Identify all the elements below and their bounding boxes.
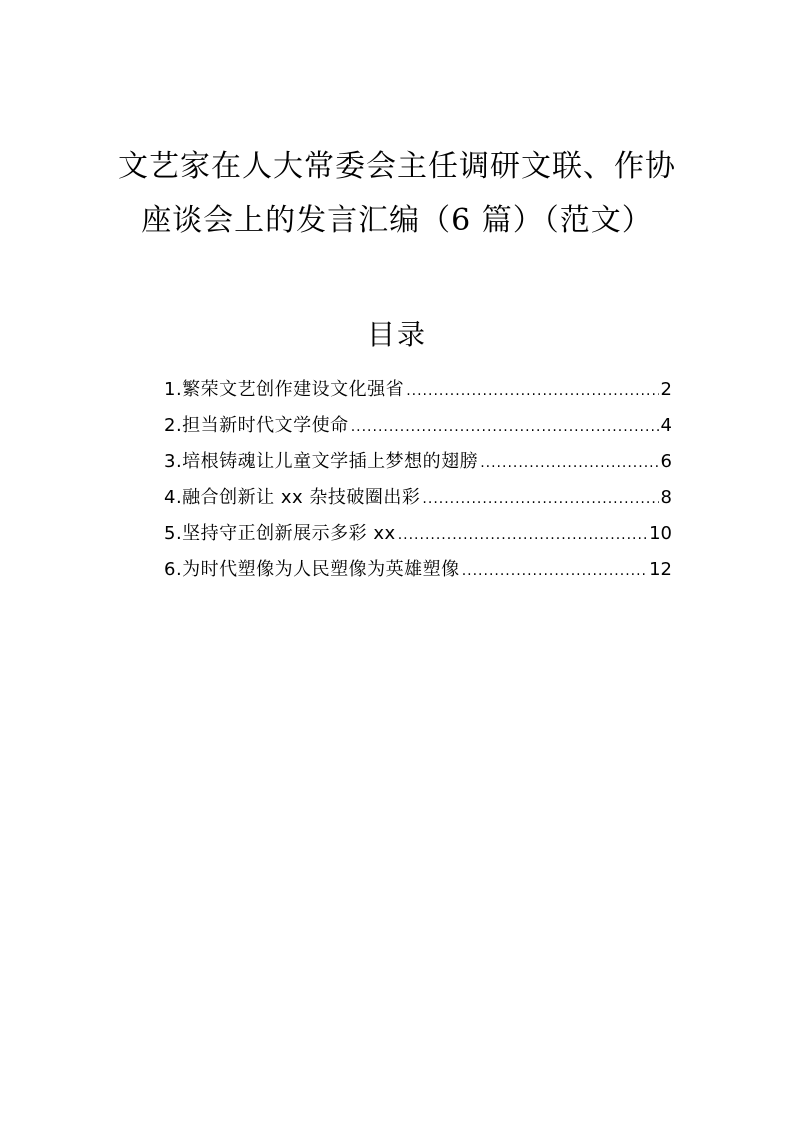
- toc-entry-page-number: 10: [649, 523, 672, 544]
- toc-dot-leader: [351, 413, 659, 441]
- toc-dot-leader: [398, 521, 647, 549]
- toc-dot-leader: [480, 449, 658, 477]
- toc-entry-label: 4.融合创新让 xx 杂技破圈出彩: [164, 487, 421, 508]
- document-title-line-2: 座谈会上的发言汇编（6 篇）（范文）: [141, 203, 653, 238]
- toc-entry-label: 1.繁荣文艺创作建设文化强省: [164, 379, 405, 400]
- table-of-contents: [164, 376, 672, 592]
- toc-dot-leader: [422, 485, 658, 513]
- toc-entry-page-number: 8: [660, 487, 672, 508]
- toc-entry[interactable]: [164, 520, 672, 556]
- toc-dot-leader: [462, 557, 647, 585]
- toc-entry-page-number: 12: [649, 559, 672, 580]
- toc-heading: 目录: [366, 318, 427, 351]
- toc-entry-label: 6.为时代塑像为人民塑像为英雄塑像: [164, 559, 460, 580]
- toc-entry[interactable]: [164, 448, 672, 484]
- document-title-line-1: 文艺家在人大常委会主任调研文联、作协: [118, 149, 676, 184]
- toc-entry[interactable]: [164, 376, 672, 412]
- toc-entry-page-number: 2: [660, 379, 672, 400]
- toc-entry[interactable]: [164, 556, 672, 592]
- toc-dot-leader: [406, 377, 658, 405]
- toc-entry-page-number: 6: [660, 451, 672, 472]
- toc-entry[interactable]: [164, 412, 672, 448]
- toc-entry-page-number: 4: [660, 415, 672, 436]
- toc-entry[interactable]: [164, 484, 672, 520]
- toc-entry-label: 5.坚持守正创新展示多彩 xx: [164, 523, 396, 544]
- toc-entry-label: 2.担当新时代文学使命: [164, 415, 349, 436]
- toc-entry-label: 3.培根铸魂让儿童文学插上梦想的翅膀: [164, 451, 479, 472]
